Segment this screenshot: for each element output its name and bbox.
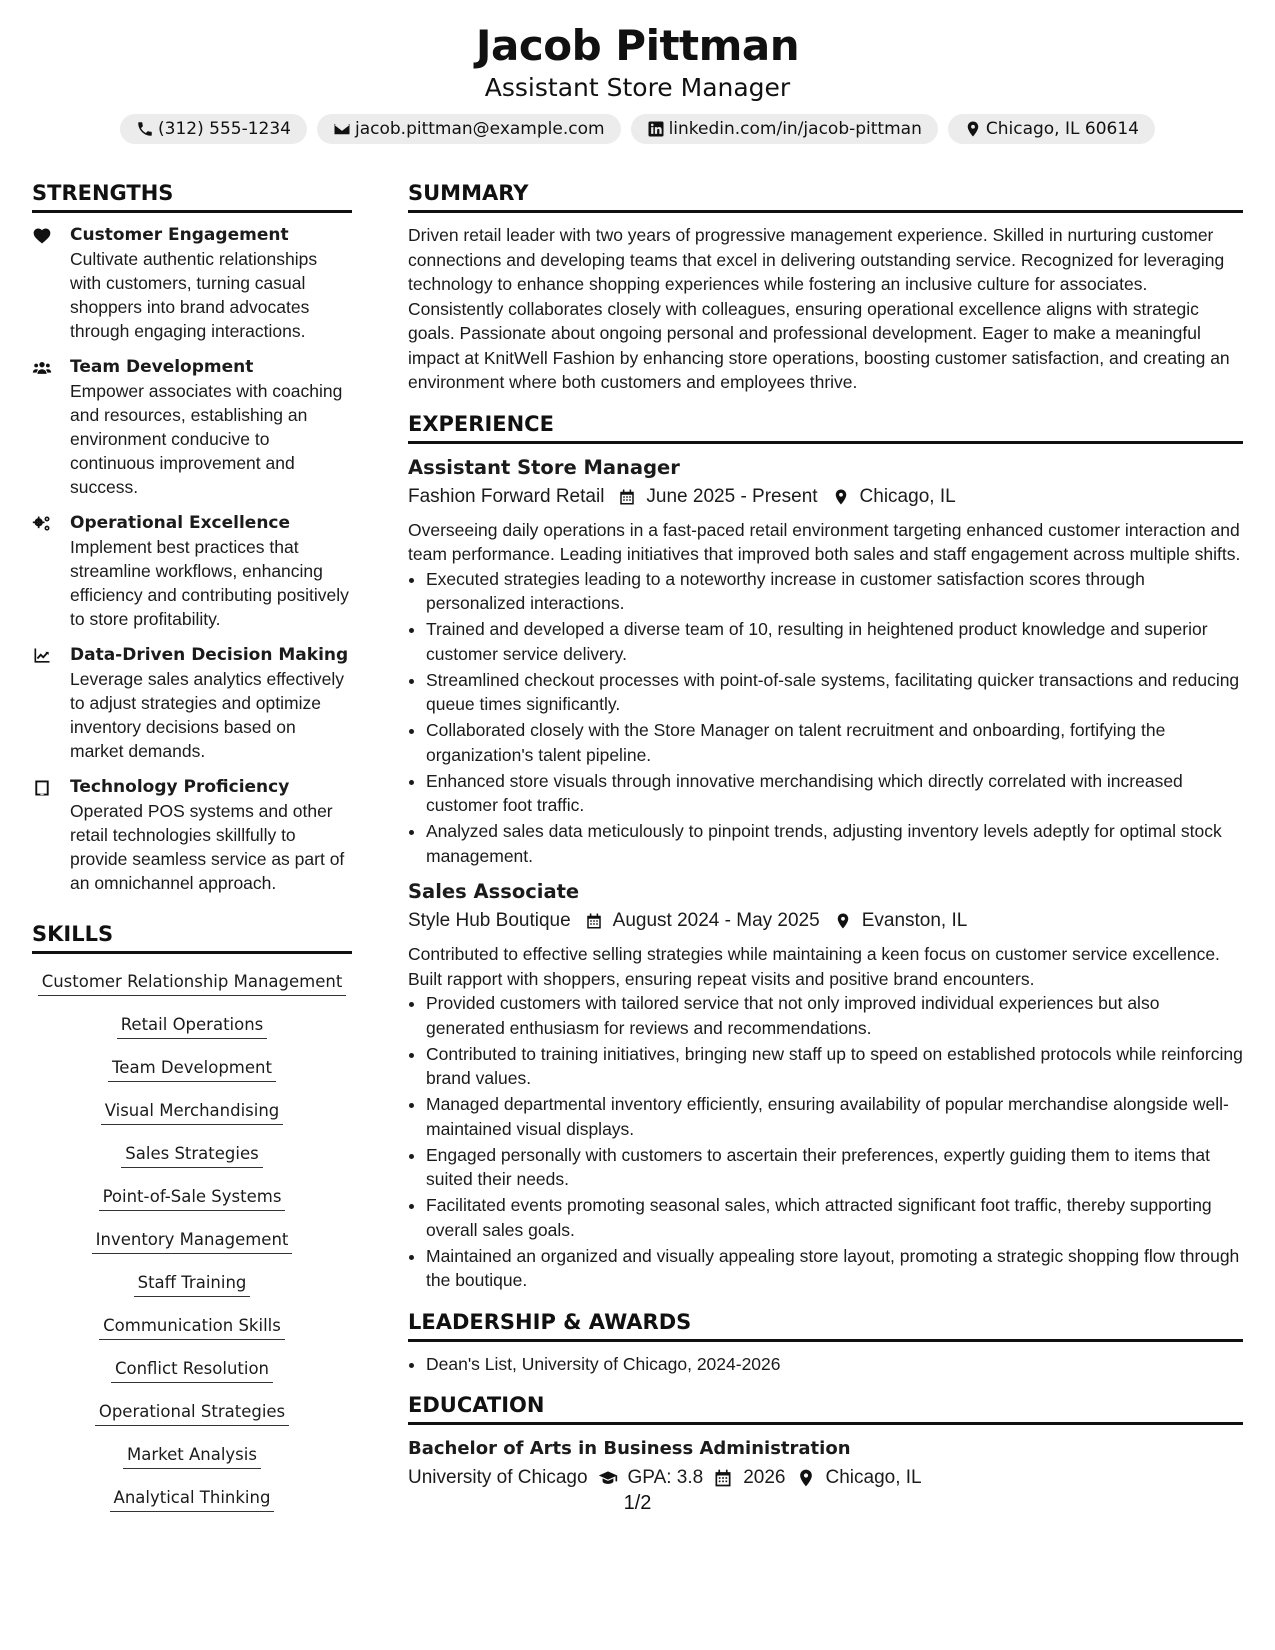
strength-description: Empower associates with coaching and resources, establishing an environment conducive to continuous improvement and success. <box>70 381 343 497</box>
job-bullet: • Analyzed sales data meticulously to pinpoint trends, adjusting inventory levels adeptly for optimal stock management. <box>426 819 1243 868</box>
job-bullet: • Managed departmental inventory efficiently, ensuring availability of popular merchandise alongside well-maintained visual displays. <box>426 1092 1243 1141</box>
strength-title: Operational Excellence <box>70 513 291 533</box>
calendar-icon <box>713 1468 733 1488</box>
linkedin-icon <box>647 120 665 138</box>
tablet-icon <box>32 778 52 798</box>
job-meta <box>408 906 1243 936</box>
strength-description: Leverage sales analytics effectively to adjust strategies and optimize inventory decisions based on market demands. <box>70 669 344 761</box>
contact-email-text: jacob.pittman@example.com <box>354 119 605 139</box>
job-company: Style Hub Boutique <box>408 910 571 931</box>
skill-tag: Analytical Thinking <box>110 1486 275 1512</box>
education-location: Chicago, IL <box>825 1467 922 1488</box>
job-dates: August 2024 - May 2025 <box>612 910 820 931</box>
graduation-cap-icon <box>598 1468 618 1488</box>
job-company: Fashion Forward Retail <box>408 485 605 507</box>
job-title: Assistant Store Manager <box>408 455 680 479</box>
heart-icon <box>32 226 52 246</box>
strength-title: Technology Proficiency <box>70 777 290 797</box>
skill-tag: Team Development <box>108 1056 276 1082</box>
job-bullets <box>408 567 1243 869</box>
strength-title: Team Development <box>70 357 254 377</box>
job-bullet: • Trained and developed a diverse team of 10, resulting in heightened product knowledge and superior customer service delivery. <box>426 617 1243 666</box>
strength-title: Data-Driven Decision Making <box>70 645 349 665</box>
contact-location-text: Chicago, IL 60614 <box>985 119 1139 139</box>
location-pin-icon <box>832 488 850 506</box>
job-dates: June 2025 - Present <box>646 485 818 507</box>
gears-icon <box>32 514 52 534</box>
strength-title: Customer Engagement <box>70 225 289 245</box>
candidate-title: Assistant Store Manager <box>484 73 791 102</box>
resume-header <box>0 0 1275 144</box>
contact-bar <box>0 114 1275 144</box>
job-entry <box>408 454 1243 869</box>
calendar-icon <box>585 912 603 930</box>
strength-description: Operated POS systems and other retail technologies skillfully to provide seamless service as part of an omnichannel approach. <box>70 801 345 893</box>
strength-description: Implement best practices that streamline workflows, enhancing efficiency and contributing positively to store profitability. <box>70 537 349 629</box>
strength-item <box>32 775 352 895</box>
skill-tag: Retail Operations <box>117 1013 268 1039</box>
education-degree: Bachelor of Arts in Business Administration <box>408 1438 851 1459</box>
skill-tag: Visual Merchandising <box>101 1099 284 1125</box>
phone-icon <box>136 120 154 138</box>
skill-tag: Operational Strategies <box>95 1400 289 1426</box>
job-title: Sales Associate <box>408 880 580 903</box>
contact-linkedin-text: linkedin.com/in/jacob-pittman <box>668 119 922 139</box>
summary-heading: SUMMARY <box>408 178 1243 213</box>
job-meta <box>408 482 1243 512</box>
candidate-name: Jacob Pittman <box>475 21 800 70</box>
contact-linkedin[interactable] <box>631 114 938 144</box>
calendar-icon <box>618 488 636 506</box>
chart-line-icon <box>32 646 52 666</box>
envelope-icon <box>333 120 351 138</box>
strength-description: Cultivate authentic relationships with customers, turning casual shoppers into brand advocates through engaging interactions. <box>70 249 318 341</box>
education-heading: EDUCATION <box>408 1390 1243 1425</box>
strength-item <box>32 355 352 499</box>
awards-list <box>408 1352 1243 1377</box>
users-icon <box>32 358 52 378</box>
education-meta <box>408 1463 1243 1493</box>
job-bullet: • Engaged personally with customers to ascertain their preferences, expertly guiding them to items that suited their needs. <box>426 1143 1243 1192</box>
job-description: Contributed to effective selling strategies while maintaining a keen focus on customer service excellence. Built rapport with shoppers, ensuring repeat visits and positive brand encounters. <box>408 944 1220 989</box>
contact-phone-text: (312) 555-1234 <box>158 119 291 139</box>
skill-tag: Market Analysis <box>123 1443 261 1469</box>
skill-tag: Communication Skills <box>99 1314 285 1340</box>
job-bullet: • Maintained an organized and visually appealing store layout, promoting a strategic shopping flow through the boutique. <box>426 1244 1243 1293</box>
experience-heading: EXPERIENCE <box>408 409 1243 444</box>
skill-tag: Conflict Resolution <box>111 1357 273 1383</box>
strength-item <box>32 223 352 343</box>
job-bullet: • Provided customers with tailored service that not only improved individual experiences but also generated enthusiasm for reviews and recommendations. <box>426 991 1243 1040</box>
left-column <box>32 178 352 1523</box>
job-bullet: • Collaborated closely with the Store Manager on talent recruitment and onboarding, fortifying the organization's talent pipeline. <box>426 718 1243 767</box>
skill-tag: Inventory Management <box>92 1228 293 1254</box>
skill-tag: Customer Relationship Management <box>38 970 347 996</box>
skill-tag: Point-of-Sale Systems <box>99 1185 286 1211</box>
job-bullets <box>408 991 1243 1293</box>
job-description: Overseeing daily operations in a fast-paced retail environment targeting enhanced customer interaction and team performance. Leading initiatives that improved both sales and staff engagement across multiple shifts. <box>408 519 1241 564</box>
job-entry <box>408 878 1243 1293</box>
resume-body <box>32 178 1243 1523</box>
job-bullet: • Facilitated events promoting seasonal sales, which attracted significant foot traffic, thereby supporting overall sales goals. <box>426 1193 1243 1242</box>
contact-email[interactable] <box>317 114 621 144</box>
job-bullet: • Executed strategies leading to a noteworthy increase in customer satisfaction scores through personalized interactions. <box>426 567 1243 616</box>
location-pin-icon <box>964 120 982 138</box>
strengths-heading: STRENGTHS <box>32 178 352 213</box>
right-column <box>408 178 1243 1523</box>
education-school: University of Chicago <box>408 1467 588 1488</box>
strength-item <box>32 511 352 631</box>
skill-tag: Staff Training <box>134 1271 251 1297</box>
contact-location <box>948 114 1155 144</box>
award-item: • Dean's List, University of Chicago, 2024-2026 <box>426 1352 1243 1377</box>
job-location: Chicago, IL <box>859 485 956 507</box>
job-bullet: • Contributed to training initiatives, bringing new staff up to speed on established protocols while reinforcing brand values. <box>426 1042 1243 1091</box>
page-number: 1/2 <box>623 1492 652 1514</box>
location-pin-icon <box>796 1468 816 1488</box>
awards-heading: LEADERSHIP & AWARDS <box>408 1307 1243 1342</box>
education-year: 2026 <box>743 1467 786 1488</box>
location-pin-icon <box>834 912 852 930</box>
skill-tag: Sales Strategies <box>121 1142 262 1168</box>
job-location: Evanston, IL <box>861 910 968 931</box>
job-bullet: • Streamlined checkout processes with point-of-sale systems, facilitating quicker transactions and reducing queue times significantly. <box>426 668 1243 717</box>
education-gpa: GPA: 3.8 <box>627 1467 704 1488</box>
job-bullet: • Enhanced store visuals through innovative merchandising which directly correlated with increased customer foot traffic. <box>426 769 1243 818</box>
summary-text: Driven retail leader with two years of progressive management experience. Skilled in nurturing customer connections and developing teams that excel in delivering outstanding service. Recognized for leveraging technology to enhance shopping experiences while fostering an inclusive culture for associates. Consistently collaborates closely with colleagues, ensuring operational excellence aligns with strategic goals. Passionate about ongoing personal and professional development. Eager to make a meaningful impact at KnitWell Fashion by enhancing store operations, boosting customer satisfaction, and creating an environment where both customers and employees thrive. <box>408 225 1230 392</box>
contact-phone[interactable] <box>120 114 307 144</box>
skills-heading: SKILLS <box>32 919 352 954</box>
skills-list <box>32 964 352 1523</box>
strength-item <box>32 643 352 763</box>
